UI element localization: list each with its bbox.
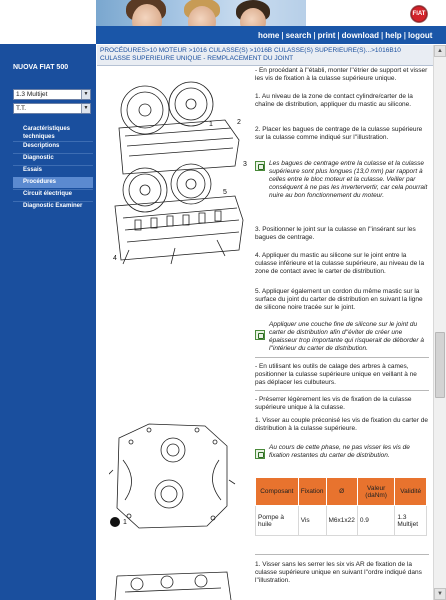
prescrew-paragraph: - Préserrer légèrement les vis de fixation de la culasse supérieure unique à la culasse. xyxy=(255,396,412,411)
nav-search-link[interactable]: search xyxy=(285,30,312,40)
nav-download-link[interactable]: download xyxy=(341,30,379,40)
sidebar-item-essais[interactable]: Essais xyxy=(23,167,43,173)
col-header-diameter: Ø xyxy=(326,478,357,506)
col-header-component: Composant xyxy=(256,478,299,506)
step-2-text: 2. Placer les bagues de centrage de la culasse supérieure sur la culasse comme indiqué sur l''illustration. xyxy=(255,126,423,141)
trim-select[interactable] xyxy=(13,103,91,114)
figure-callout: 3 xyxy=(243,161,247,168)
divider xyxy=(255,554,429,555)
figure-callout: 4 xyxy=(113,255,117,262)
trim-select-value: T.T. xyxy=(16,105,27,112)
step-4-text: 4. Appliquer du mastic au silicone sur le joint entre la culasse inférieure et la culasse supérieure, au niveau de la zone de contact avec le carter de distribution. xyxy=(255,252,425,275)
col-header-fixation: Fixation xyxy=(298,478,326,506)
scroll-down-arrow-icon[interactable]: ▼ xyxy=(434,588,446,600)
step-3-text: 3. Positionner le joint sur la culasse en l''insérant sur les bagues de centrage. xyxy=(255,226,416,241)
fiat-logo-badge: FIAT xyxy=(410,5,428,23)
sidebar-item-diagnostic[interactable]: Diagnostic xyxy=(23,155,54,161)
divider xyxy=(255,390,429,391)
note-icon xyxy=(255,330,265,340)
figure-callout: 5 xyxy=(223,189,227,196)
scroll-up-arrow-icon[interactable]: ▲ xyxy=(434,45,446,57)
model-title: NUOVA FIAT 500 xyxy=(13,64,69,71)
procedure-content xyxy=(97,66,433,600)
nav-help-link[interactable]: help xyxy=(385,30,402,40)
step-1-text: 1. Au niveau de la zone de contact cylindre/carter de la chaîne de distribution, appliquer du mastic au silicone. xyxy=(255,93,413,108)
fiat-logo xyxy=(399,3,439,25)
sidebar-item-procedures[interactable]: Procédures xyxy=(13,177,93,188)
cylinder-head-figure xyxy=(105,70,249,266)
cylinder-bolts-illustration xyxy=(111,568,233,600)
note-icon xyxy=(255,449,265,459)
nav-print-link[interactable]: print xyxy=(317,30,336,40)
engine-select[interactable] xyxy=(13,89,91,100)
figure-callout: 2 xyxy=(237,119,241,126)
sidebar-item-descriptions[interactable]: Descriptions xyxy=(23,143,60,149)
sidebar-item-circuit-electrique[interactable]: Circuit électrique xyxy=(23,191,73,197)
timing-cover-illustration xyxy=(109,420,237,534)
sidebar-item-diagnostic-examiner[interactable]: Diagnostic Examiner xyxy=(23,203,83,209)
header xyxy=(0,0,446,44)
cylinder-bolts-figure xyxy=(111,568,233,600)
step-1b-text: 1. Visser au couple préconisé les vis de fixation du carter de distribution à la culasse supérieure. xyxy=(255,417,428,432)
cell-validity: 1.3 Multijet xyxy=(395,506,427,536)
note-remaining-screws: Au cours de cette phase, ne pas visser les vis de fixation restantes du carter de distribution. xyxy=(269,444,410,459)
breadcrumb: PROCÉDURES>10 MOTEUR >1016 CULASSE(S) >1016B CULASSE(S) SUPERIEURE(S)...>1016B10 CULASSE SUPERIEURE UNIQUE - REMPLACEMENT DU JOINT xyxy=(97,45,433,66)
figure-callout: 1 xyxy=(123,519,127,526)
cell-component: Pompe à huile xyxy=(256,506,299,536)
nav-logout-link[interactable]: logout xyxy=(407,30,433,40)
figure-marker-icon xyxy=(110,517,120,527)
table-row xyxy=(256,506,427,536)
cylinder-head-illustration xyxy=(105,70,249,266)
torque-spec-table xyxy=(255,477,427,536)
sidebar-item-caracteristiques[interactable]: Caractéristiques techniques xyxy=(23,126,71,140)
scroll-thumb[interactable] xyxy=(435,332,445,398)
divider xyxy=(255,357,429,358)
table-header-row xyxy=(256,478,427,506)
timing-cover-figure xyxy=(109,420,237,534)
chevron-down-icon[interactable]: ▼ xyxy=(81,90,90,99)
cell-fixation: Vis xyxy=(298,506,326,536)
step-last-text: 1. Visser sans les serrer les six vis AR de fixation de la culasse supérieure unique en suivant l''ordre indiqué dans l''illustration. xyxy=(255,561,422,584)
col-header-value: Valeur (daNm) xyxy=(357,478,395,506)
tools-paragraph: - En utilisant les outils de calage des arbres à cames, positionner la culasse supérieure unique en veillant à ne pas déplacer les culbuteurs. xyxy=(255,363,417,386)
cell-value: 0.9 xyxy=(357,506,395,536)
note-icon xyxy=(255,161,265,171)
chevron-down-icon[interactable]: ▼ xyxy=(81,104,90,113)
step-5-text: 5. Appliquer également un cordon du même mastic sur la surface du joint du carter de distribution en suivant la ligne de silicone noire tracée sur le joint. xyxy=(255,288,423,311)
note-centering-rings: Les bagues de centrage entre la culasse et la culasse supérieure sont plus longues (13,0 mm) par rapport à celles entre le bloc moteur et la culasse. Veiller par conséquent à ne pas les invertervertir, car cela pourrait nuire au bon fonctionnement du moteur. xyxy=(269,160,428,199)
cell-diameter: M6x1x22 xyxy=(326,506,357,536)
note-silicone-layer: Appliquer une couche fine de silicone sur le joint du carter de distribution afin d''éviter de créer une épaisseur trop importante qui risquerait de déborder à l''intérieur du carter de distribution. xyxy=(269,321,425,352)
nav-home-link[interactable]: home xyxy=(258,30,280,40)
engine-select-value: 1.3 Multijet xyxy=(16,91,48,98)
top-nav: home | search | print | download | help | logout xyxy=(258,30,433,40)
content-scrollbar[interactable] xyxy=(433,45,446,600)
intro-paragraph: - En procédant à l''établi, monter l''étrier de support et visser les vis de fixation à la culasse supérieure unique. xyxy=(255,67,428,82)
figure-callout: 1 xyxy=(209,121,213,128)
col-header-validity: Validité xyxy=(395,478,427,506)
